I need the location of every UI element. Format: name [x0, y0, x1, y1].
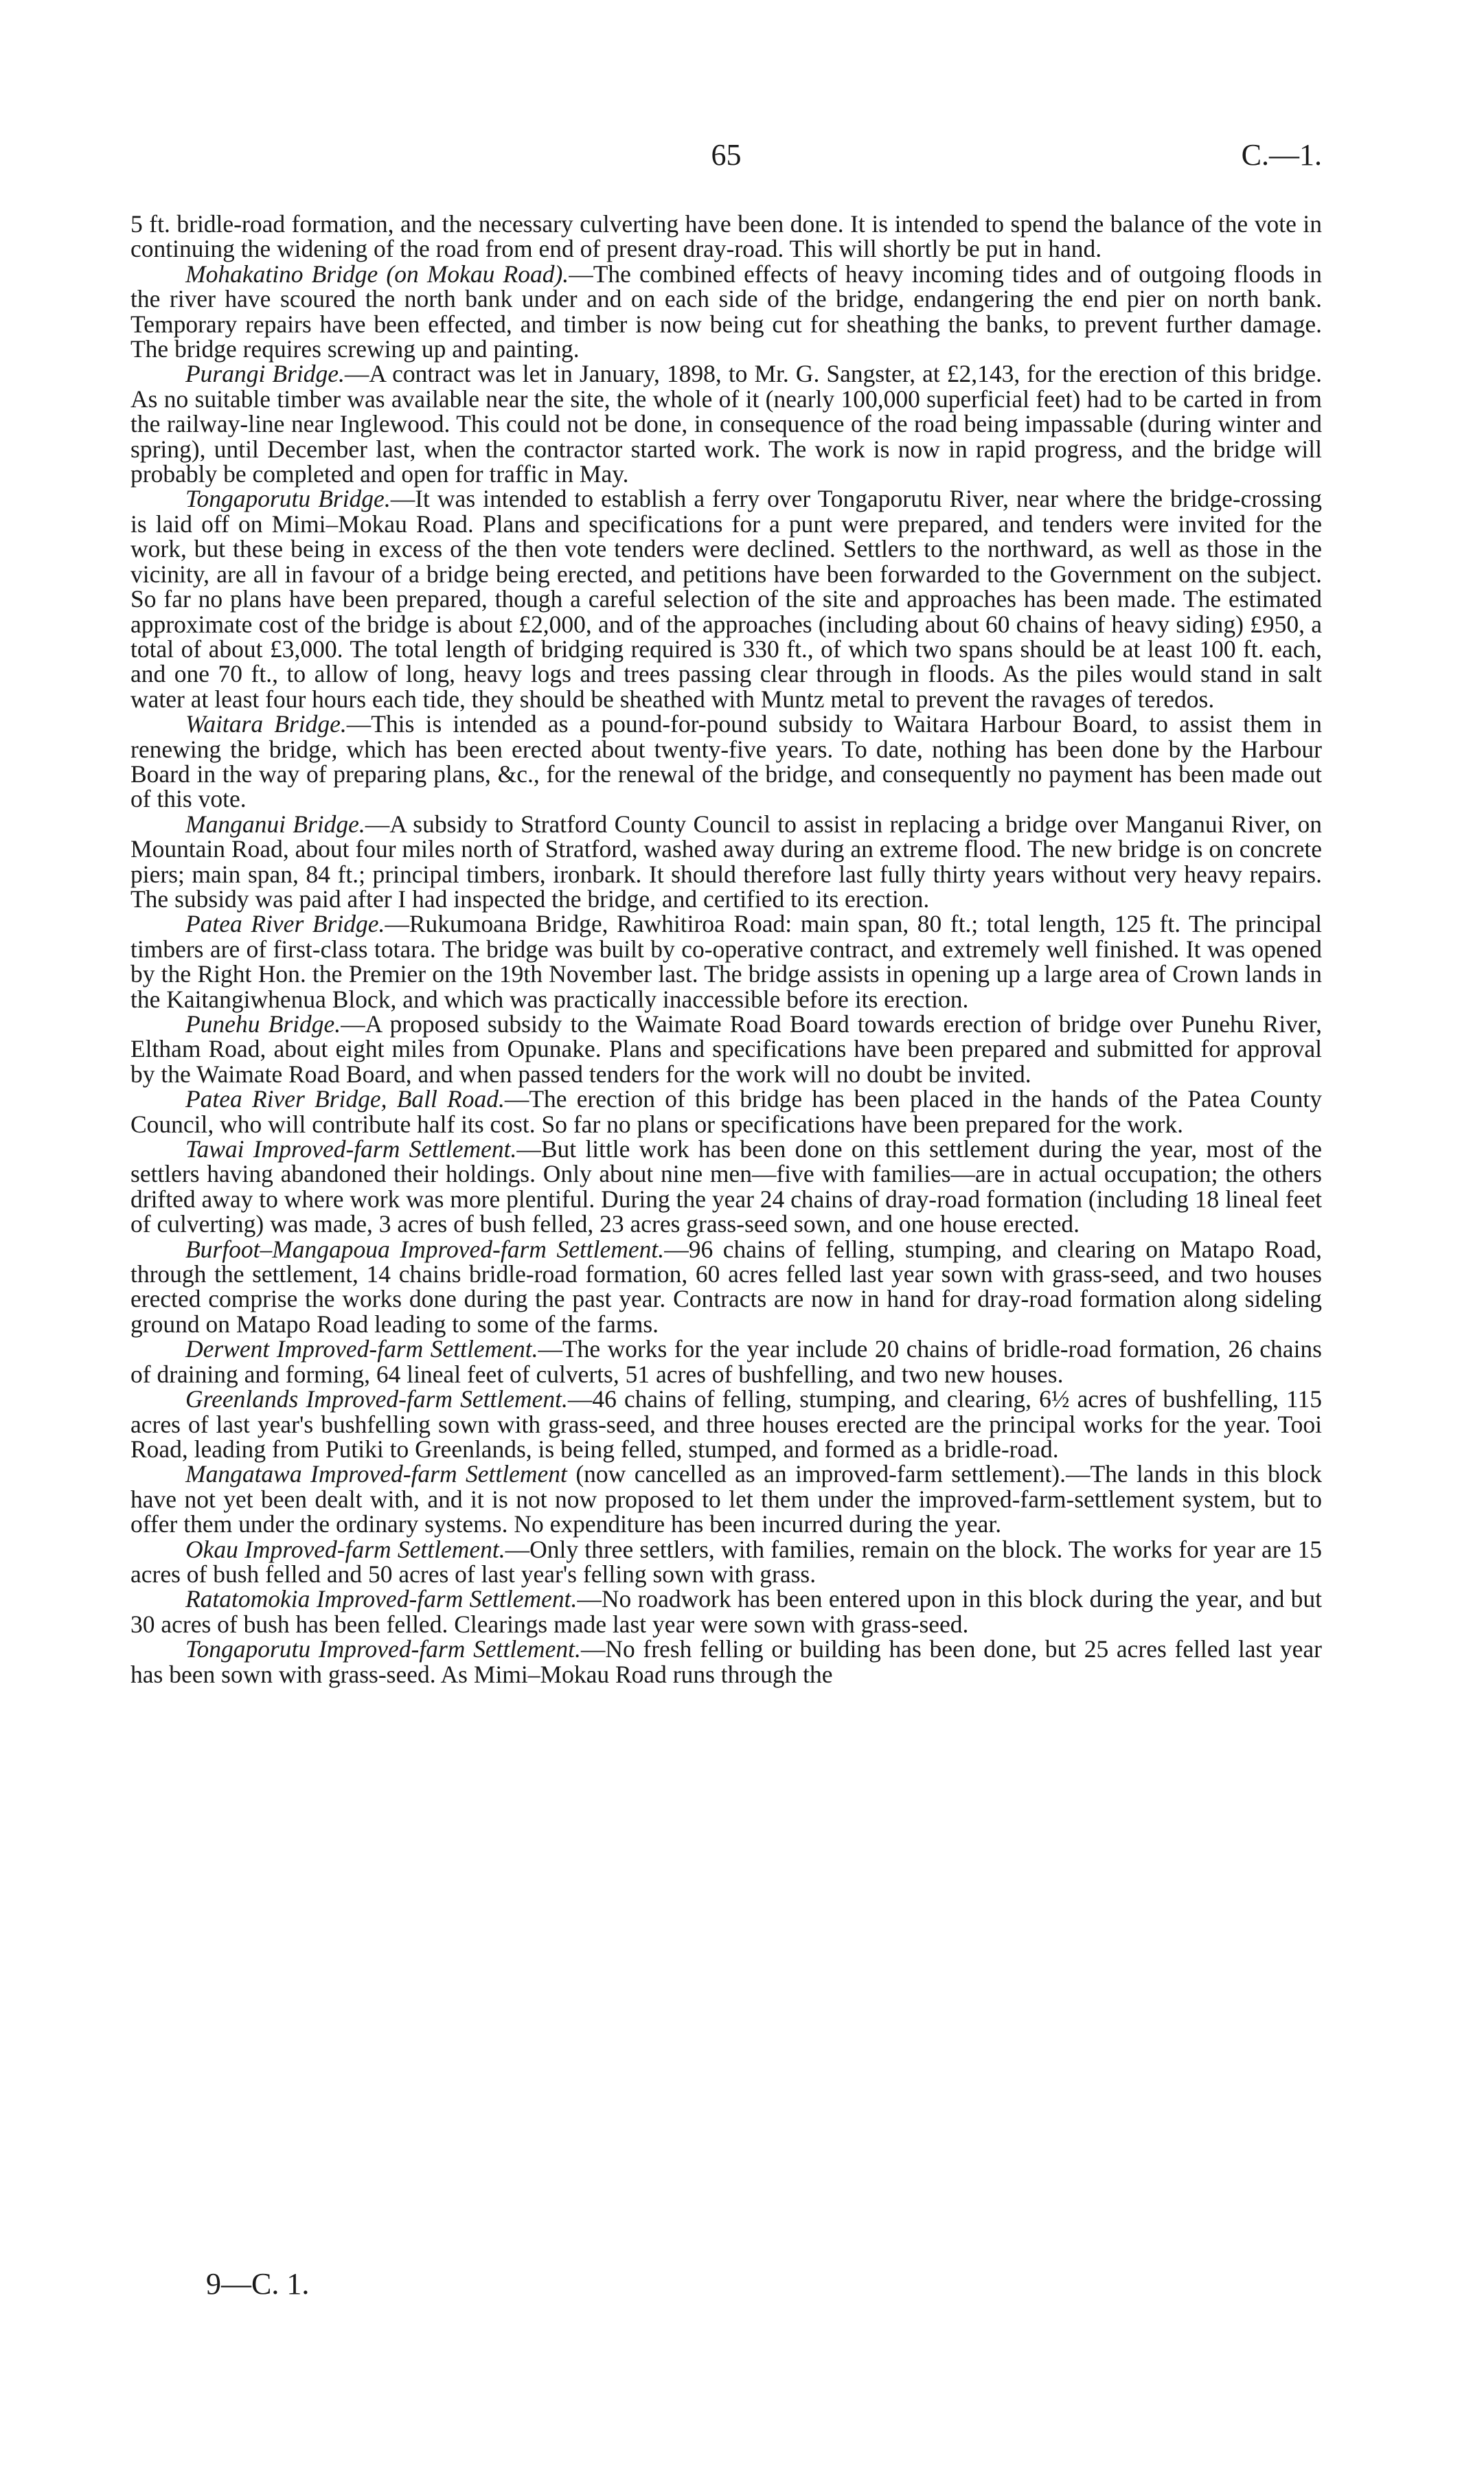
paragraph	[130, 812, 1322, 912]
paragraph-heading: Patea River Bridge, Ball Road.	[185, 1085, 505, 1113]
paragraph-heading: Tongaporutu Bridge.	[185, 485, 391, 513]
page-number: 65	[711, 138, 742, 172]
paragraph	[130, 911, 1322, 1012]
paragraph-text: —It was intended to establish a ferry over Tongaporutu River, near where the bridge-crossing is laid off on Mimi–Mokau Road. Plans and specifications for a punt were prepared, and tenders were invited for the work, but these being in excess of the then vote tenders were declined. Settlers to the northward, as well as those in the vicinity, are all in favour of a bridge being erected, and petitions have been forwarded to the Government on the subject. So far no plans have been prepared, though a careful selection of the site and approaches has been made. The estimated approximate cost of the bridge is about £2,000, and of the approaches (including about 60 chains of heavy siding) £950, a total of about £3,000. The total length of bridging required is 330 ft., of which two spans should be at least 100 ft. each, and one 70 ft., to allow of long, heavy logs and trees passing clear through in floods. As the piles would stand in salt water at least four hours each tide, they should be sheathed with Muntz metal to prevent the ravages of teredos.	[130, 485, 1322, 713]
paragraph	[130, 1012, 1322, 1086]
paragraph	[130, 1387, 1322, 1461]
body-text	[130, 212, 1322, 1687]
paragraph-text: —The erection of this bridge has been placed in the hands of the Patea County Council, who will contribute half its cost. So far no plans or specifications have been prepared for the work.	[130, 1085, 1322, 1138]
paragraph-heading: Purangi Bridge.	[185, 360, 345, 388]
page-header	[130, 137, 1322, 179]
paragraph	[130, 1637, 1322, 1687]
paragraph-heading: Tongaporutu Improved-farm Settlement.	[185, 1635, 581, 1663]
paragraph	[130, 262, 1322, 362]
paragraph-heading: Waitara Bridge.	[185, 710, 347, 738]
paragraph	[130, 1336, 1322, 1387]
paragraph	[130, 1586, 1322, 1637]
paragraph-heading: Tawai Improved-farm Settlement.	[185, 1135, 517, 1163]
paragraph-heading: Punehu Bridge.	[185, 1010, 341, 1038]
paragraph-text: —A subsidy to Stratford County Council to assist in replacing a bridge over Manganui River, on Mountain Road, about four miles north of Stratford, washed away during an extreme flood. The new bridge is on concrete piers; main span, 84 ft.; principal timbers, ironbark. It should therefore last fully thirty years without very heavy repairs. The subsidy was paid after I had inspected the bridge, and certified to its erection.	[130, 810, 1322, 913]
paragraph-text: —Rukumoana Bridge, Rawhitiroa Road: main span, 80 ft.; total length, 125 ft. The principal timbers are of first-class totara. The bridge was built by co-operative contract, and extremely well finished. It was opened by the Right Hon. the Premier on the 19th November last. The bridge assists in opening up a large area of Crown lands in the Kaitangiwhenua Block, and which was practically inaccessible before its erection.	[130, 910, 1322, 1013]
paragraph-text: —No roadwork has been entered upon in this block during the year, and but 30 acres of bush has been felled. Clearings made last year were sown with grass-seed.	[130, 1585, 1323, 1638]
paragraph	[130, 486, 1322, 711]
paragraph-text: —The works for the year include 20 chains of bridle-road formation, 26 chains of draining and forming, 64 lineal feet of culverts, 51 acres of bushfelling, and two new houses.	[130, 1335, 1322, 1388]
paragraph-heading: Manganui Bridge.	[185, 810, 365, 838]
paragraph-text: —The combined effects of heavy incoming tides and of outgoing floods in the river have scoured the north bank under and on each side of the bridge, endangering the end pier on north bank. Temporary repairs have been effected, and timber is now being cut for sheathing the banks, to prevent further damage. The bridge requires screwing up and painting.	[130, 260, 1322, 363]
paragraph	[130, 1537, 1322, 1587]
paragraph-text: —No fresh felling or building has been done, but 25 acres felled last year has been sown with grass-seed. As Mimi–Mokau Road runs through the	[130, 1635, 1322, 1688]
paragraph-heading: Burfoot–Mangapoua Improved-farm Settlement.	[185, 1235, 665, 1263]
printer-signature: 9—C. 1.	[206, 2267, 310, 2301]
paragraph-heading: Patea River Bridge.	[185, 910, 385, 938]
paragraph-heading: Mohakatino Bridge (on Mokau Road).	[185, 260, 569, 288]
paragraph	[130, 212, 1322, 262]
paragraph	[130, 1137, 1322, 1237]
paragraph-text: —A proposed subsidy to the Waimate Road Board towards erection of bridge over Punehu River, Eltham Road, about eight miles from Opunake. Plans and specifications have been prepared and submitted for approval by the Waimate Road Board, and when passed tenders for the work will no doubt be invited.	[130, 1010, 1322, 1088]
paragraph-text: —Only three settlers, with families, remain on the block. The works for year are 15 acres of bush felled and 50 acres of last year's felling sown with grass.	[130, 1535, 1323, 1588]
paragraph	[130, 361, 1322, 486]
paragraph	[130, 1086, 1322, 1137]
paragraph-heading: Mangatawa Improved-farm Settlement	[185, 1460, 567, 1488]
paragraph	[130, 711, 1322, 812]
document-reference: C.—1.	[1241, 138, 1322, 172]
paragraph-text: —This is intended as a pound-for-pound subsidy to Waitara Harbour Board, to assist them in renewing the bridge, which has been erected about twenty-five years. To date, nothing has been done by the Harbour Board in the way of preparing plans, &c., for the renewal of the bridge, and consequently no payment has been made out of this vote.	[130, 710, 1322, 813]
paragraph	[130, 1461, 1322, 1536]
paragraph-heading: Derwent Improved-farm Settlement.	[185, 1335, 538, 1363]
paragraph-text: —A contract was let in January, 1898, to Mr. G. Sangster, at £2,143, for the erection of this bridge. As no suitable timber was available near the site, the whole of it (nearly 100,000 superficial feet) had to be carted in from the railway-line near Inglewood. This could not be done, in consequence of the road being impassable (during winter and spring), until December last, when the contractor started work. The work is now in rapid progress, and the bridge will probably be completed and open for traffic in May.	[130, 360, 1323, 488]
paragraph	[130, 1237, 1322, 1337]
paragraph-heading: Okau Improved-farm Settlement.	[185, 1535, 505, 1563]
paragraph-text: —But little work has been done on this settlement during the year, most of the settlers having abandoned their holdings. Only about nine men—five with families—are in actual occupation; the others drifted away to where work was more plentiful. During the year 24 chains of dray-road formation (including 18 lineal feet of culverting) was made, 3 acres of bush felled, 23 acres grass-seed sown, and one house erected.	[130, 1135, 1322, 1238]
paragraph-heading: Ratatomokia Improved-farm Settlement.	[185, 1585, 578, 1613]
paragraph-heading: Greenlands Improved-farm Settlement.	[185, 1385, 568, 1413]
paragraph-text: —46 chains of felling, stumping, and clearing, 6½ acres of bushfelling, 115 acres of last year's bushfelling sown with grass-seed, and three houses erected are the principal works for the year. Tooi Road, leading from Putiki to Greenlands, is being felled, stumped, and formed as a bridle-road.	[130, 1385, 1322, 1463]
paragraph-text: 5 ft. bridle-road formation, and the necessary culverting have been done. It is intended to spend the balance of the vote in continuing the widening of the road from end of present dray-road. This will shortly be put in hand.	[130, 210, 1322, 263]
paragraph-text: —96 chains of felling, stumping, and clearing on Matapo Road, through the settlement, 14 chains bridle-road formation, 60 acres felled last year sown with grass-seed, and two houses erected comprise the works done during the past year. Contracts are now in hand for dray-road formation along sideling ground on Matapo Road leading to some of the farms.	[130, 1235, 1323, 1338]
paragraph-text: (now cancelled as an improved-farm settlement).—The lands in this block have not yet been dealt with, and it is not now proposed to let them under the improved-farm-settlement system, but to offer them under the ordinary systems. No expenditure has been incurred during the year.	[130, 1460, 1322, 1538]
